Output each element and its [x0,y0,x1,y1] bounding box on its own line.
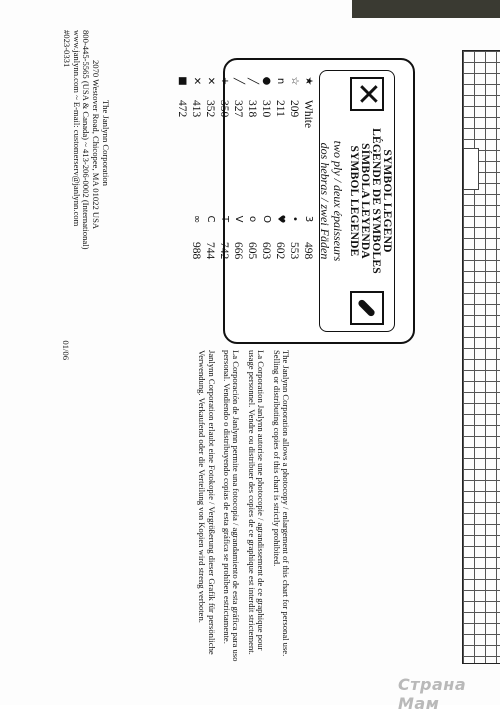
legend-row [203,74,217,332]
company-address [61,30,110,360]
legend-row [175,74,189,332]
legend-symbol: C [205,215,216,223]
legend-symbol: 3 [303,215,314,223]
notice-spanish: La Corporación de Janlynn permite una fotocopia / agrandamiento de esta gráfica para uso personal. Vendiendo o distribuyendo copias de esta gráfica se prohíben estrictamente. [221,350,242,662]
floss-number: 605 [246,242,258,260]
ply-note [318,71,344,331]
ply-line-1: two ply / deux épaisseurs [331,140,345,262]
legend-symbol: O [261,215,272,223]
legend-title-de: SYMBOL LEGENDE [348,145,360,257]
legend-row [231,74,245,332]
floss-number: 553 [288,242,300,260]
legend-symbol: • [289,216,300,222]
notice-french: La Corporation Janlynn autorise une photocopie / agrandissement de ce graphique pour usage personnel. Vendre ou distribuer des copies de ce graphique est interdit strictement. [246,350,267,655]
web-line: www.janlynn.com ~ E-mail: customerserv@janlynn.com [71,30,82,227]
legend-row [189,74,203,332]
print-date: 01/06 [61,340,71,360]
floss-number: 742 [218,242,230,260]
floss-number: 211 [274,100,286,117]
street-address: 2070 Westover Road, Chicopee, MA 01022 USA [91,60,102,230]
product-code: #023-0331 [61,30,72,68]
legend-symbol: ■ [177,76,188,86]
ply-line-2: dos hebras / zwei Fäden [318,142,332,260]
floss-number: 318 [246,100,258,118]
legend-symbol: ♥ [275,214,286,224]
legend-symbol: ✕ [205,76,216,86]
company-name: The Janlynn Corporation [101,100,111,186]
legend-symbol: ∞ [191,214,202,224]
copyright-notices [191,350,290,672]
legend-symbol: + [219,76,230,86]
floss-number: 327 [232,100,244,118]
legend-row [245,74,259,332]
floss-number: 603 [260,242,272,260]
legend-row [259,74,273,332]
legend-symbol: ╱ [233,77,244,85]
legend-titles [348,71,392,331]
notice-english: The Janlynn Corporation allows a photocopy / enlargement of this chart for personal use. Selling or distributing copies of this chart is strictly prohibited. [271,350,291,657]
floss-number: 472 [176,100,188,118]
legend-title-en: SYMBOL LEGEND [381,149,393,253]
legend-row [273,74,287,332]
watermark: Страна Мам [398,675,467,713]
floss-number: 413 [190,100,202,118]
legend-title-es: SÍMBOLA LEYENDA [359,143,371,259]
legend-symbol: ╱ [247,77,258,85]
x-mark-icon: ✕ [350,77,384,111]
floss-number: 310 [260,100,272,118]
legend-row [287,74,301,332]
floss-number: 350 [218,100,230,118]
legend-row [301,74,315,332]
floss-number: 666 [232,242,244,260]
notice-german: Janlynn Corporation erlaubt eine Fotokopie / Vergrößerung dieser Grafik für persönliche Verwendung. Verkaufend oder die Verteilung von Kopien wird streng verboten. [197,350,217,655]
floss-number: White [302,100,314,129]
legend-symbol: ● [261,76,272,86]
legend-symbol: ✕ [191,76,202,86]
floss-number: 988 [190,242,202,260]
floss-number: 209 [288,100,300,118]
floss-number: 498 [302,242,314,260]
symbol-legend [176,58,415,344]
legend-symbol: V [233,215,244,223]
legend-symbol: n [275,77,286,85]
legend-row [217,74,231,332]
legend-symbol: T [219,215,230,223]
floss-number: 744 [204,242,216,260]
legend-header [319,70,395,332]
legend-symbol: ☆ [289,76,300,86]
legend-rows [175,74,315,332]
floss-number: 352 [204,100,216,118]
legend-symbol: ★ [303,76,314,86]
phone-line: 800-445-5565 (USA & Canada) ~ 413-206-0002 (International) [81,30,92,250]
legend-symbol: o [247,215,258,223]
legend-title-fr: LÉGENDE DE SYMBOLES [370,128,382,274]
floss-number: 602 [274,242,286,260]
